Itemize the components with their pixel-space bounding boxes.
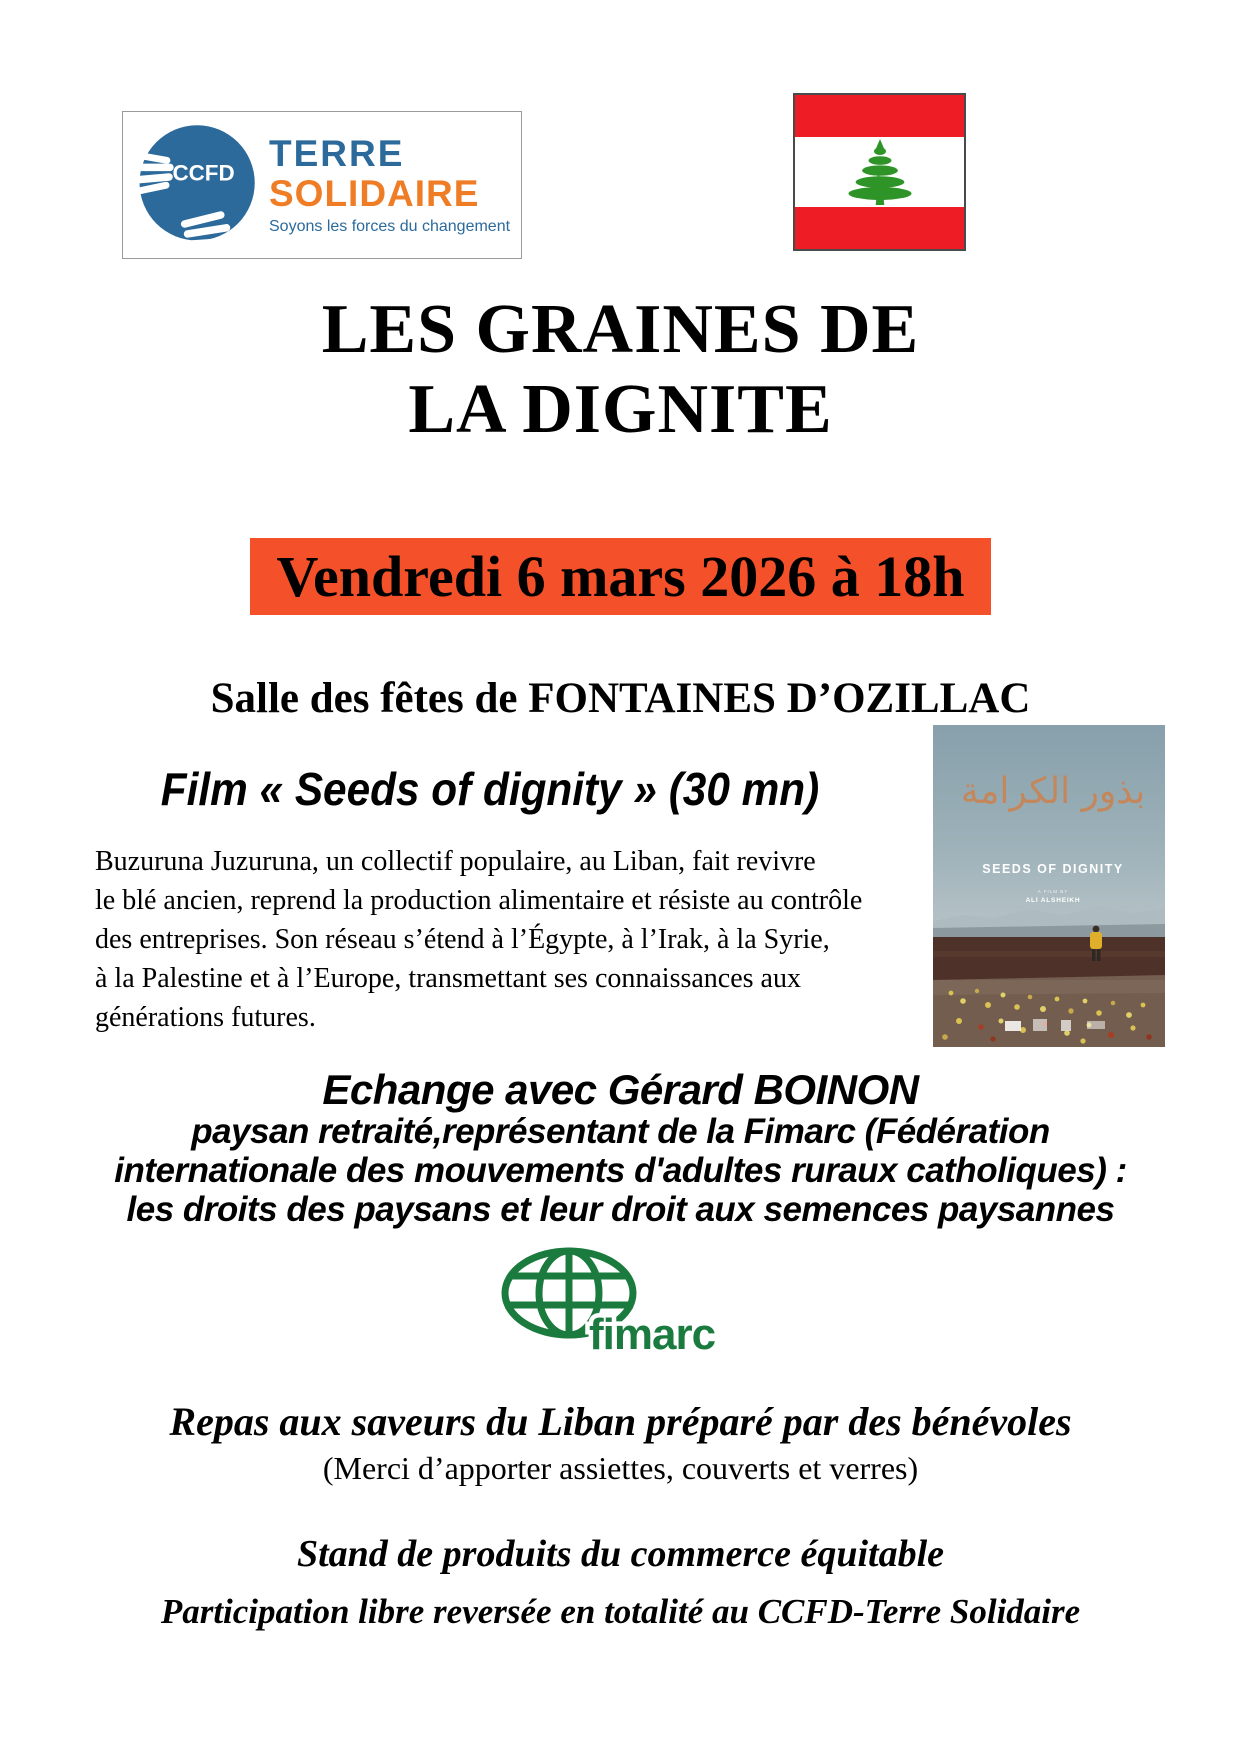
film-description-line: des entreprises. Son réseau s’étend à l’Égypte, à l’Irak, à la Syrie, bbox=[95, 924, 830, 955]
fimarc-logo bbox=[0, 1245, 1241, 1362]
poster-title-english: SEEDS OF DIGNITY bbox=[982, 862, 1124, 876]
film-description-line: générations futures. bbox=[95, 1002, 316, 1033]
film-description-line: Buzuruna Juzuruna, un collectif populaire, au Liban, fait revivre bbox=[95, 846, 816, 877]
page-title-line2: LA DIGNITE bbox=[408, 371, 833, 448]
lebanon-flag-red-stripe-bottom bbox=[795, 207, 964, 249]
meal-note-line: (Merci d’apporter assiettes, couverts et verres) bbox=[322, 1450, 919, 1486]
ccfd-globe-hands-icon bbox=[131, 121, 259, 249]
page-title bbox=[0, 290, 1241, 450]
exchange-heading: Echange avec Gérard BOINON bbox=[322, 1066, 919, 1113]
meal-line: Repas aux saveurs du Liban préparé par des bénévoles bbox=[169, 1399, 1072, 1444]
film-description-line: le blé ancien, reprend la production alimentaire et résiste au contrôle bbox=[95, 885, 863, 916]
fimarc-wordmark: fimarc bbox=[588, 1310, 715, 1357]
date-banner: Vendredi 6 mars 2026 à 18h bbox=[250, 538, 990, 615]
page-title-line1: LES GRAINES DE bbox=[321, 291, 920, 368]
ccfd-wordmark-terre: TERRE bbox=[269, 133, 405, 174]
film-description-line: à la Palestine et à l’Europe, transmettant ses connaissances aux bbox=[95, 963, 801, 994]
lebanon-flag-white-stripe bbox=[795, 137, 964, 208]
exchange-detail-line: internationale des mouvements d'adultes ruraux catholiques) : bbox=[114, 1151, 1127, 1190]
lebanon-flag-red-stripe-top bbox=[795, 95, 964, 137]
exchange-details bbox=[0, 1112, 1241, 1229]
seeds-of-dignity-poster bbox=[933, 725, 1165, 1047]
film-description bbox=[95, 842, 875, 1037]
participation-line: Participation libre reversée en totalité au CCFD-Terre Solidaire bbox=[160, 1592, 1081, 1631]
poster-credit-prefix: A FILM BY bbox=[1037, 889, 1069, 894]
fair-trade-stand-line: Stand de produits du commerce équitable bbox=[296, 1533, 945, 1575]
fimarc-globe-icon bbox=[491, 1245, 751, 1357]
poster-director-name: ALI ALSHEIKH bbox=[1025, 897, 1081, 904]
ccfd-acronym: CCFD bbox=[172, 160, 235, 186]
ccfd-tagline: Soyons les forces du changement bbox=[269, 218, 511, 235]
lebanon-flag bbox=[793, 93, 966, 251]
poster-title-arabic: بذور الكرامة bbox=[960, 771, 1146, 812]
film-heading: Film « Seeds of dignity » (30 mn) bbox=[160, 763, 820, 815]
date-banner-row bbox=[0, 538, 1241, 615]
ccfd-wordmark-solidaire: SOLIDAIRE bbox=[269, 173, 480, 214]
cedar-tree-icon bbox=[837, 136, 923, 208]
ccfd-terre-solidaire-logo bbox=[122, 111, 522, 259]
exchange-detail-line: paysan retraité,représentant de la Fimarc (Fédération bbox=[191, 1112, 1050, 1151]
venue-line: Salle des fêtes de FONTAINES D’OZILLAC bbox=[210, 675, 1031, 722]
ccfd-wordmark bbox=[269, 135, 510, 235]
exchange-detail-line: les droits des paysans et leur droit aux semences paysannes bbox=[126, 1190, 1115, 1229]
